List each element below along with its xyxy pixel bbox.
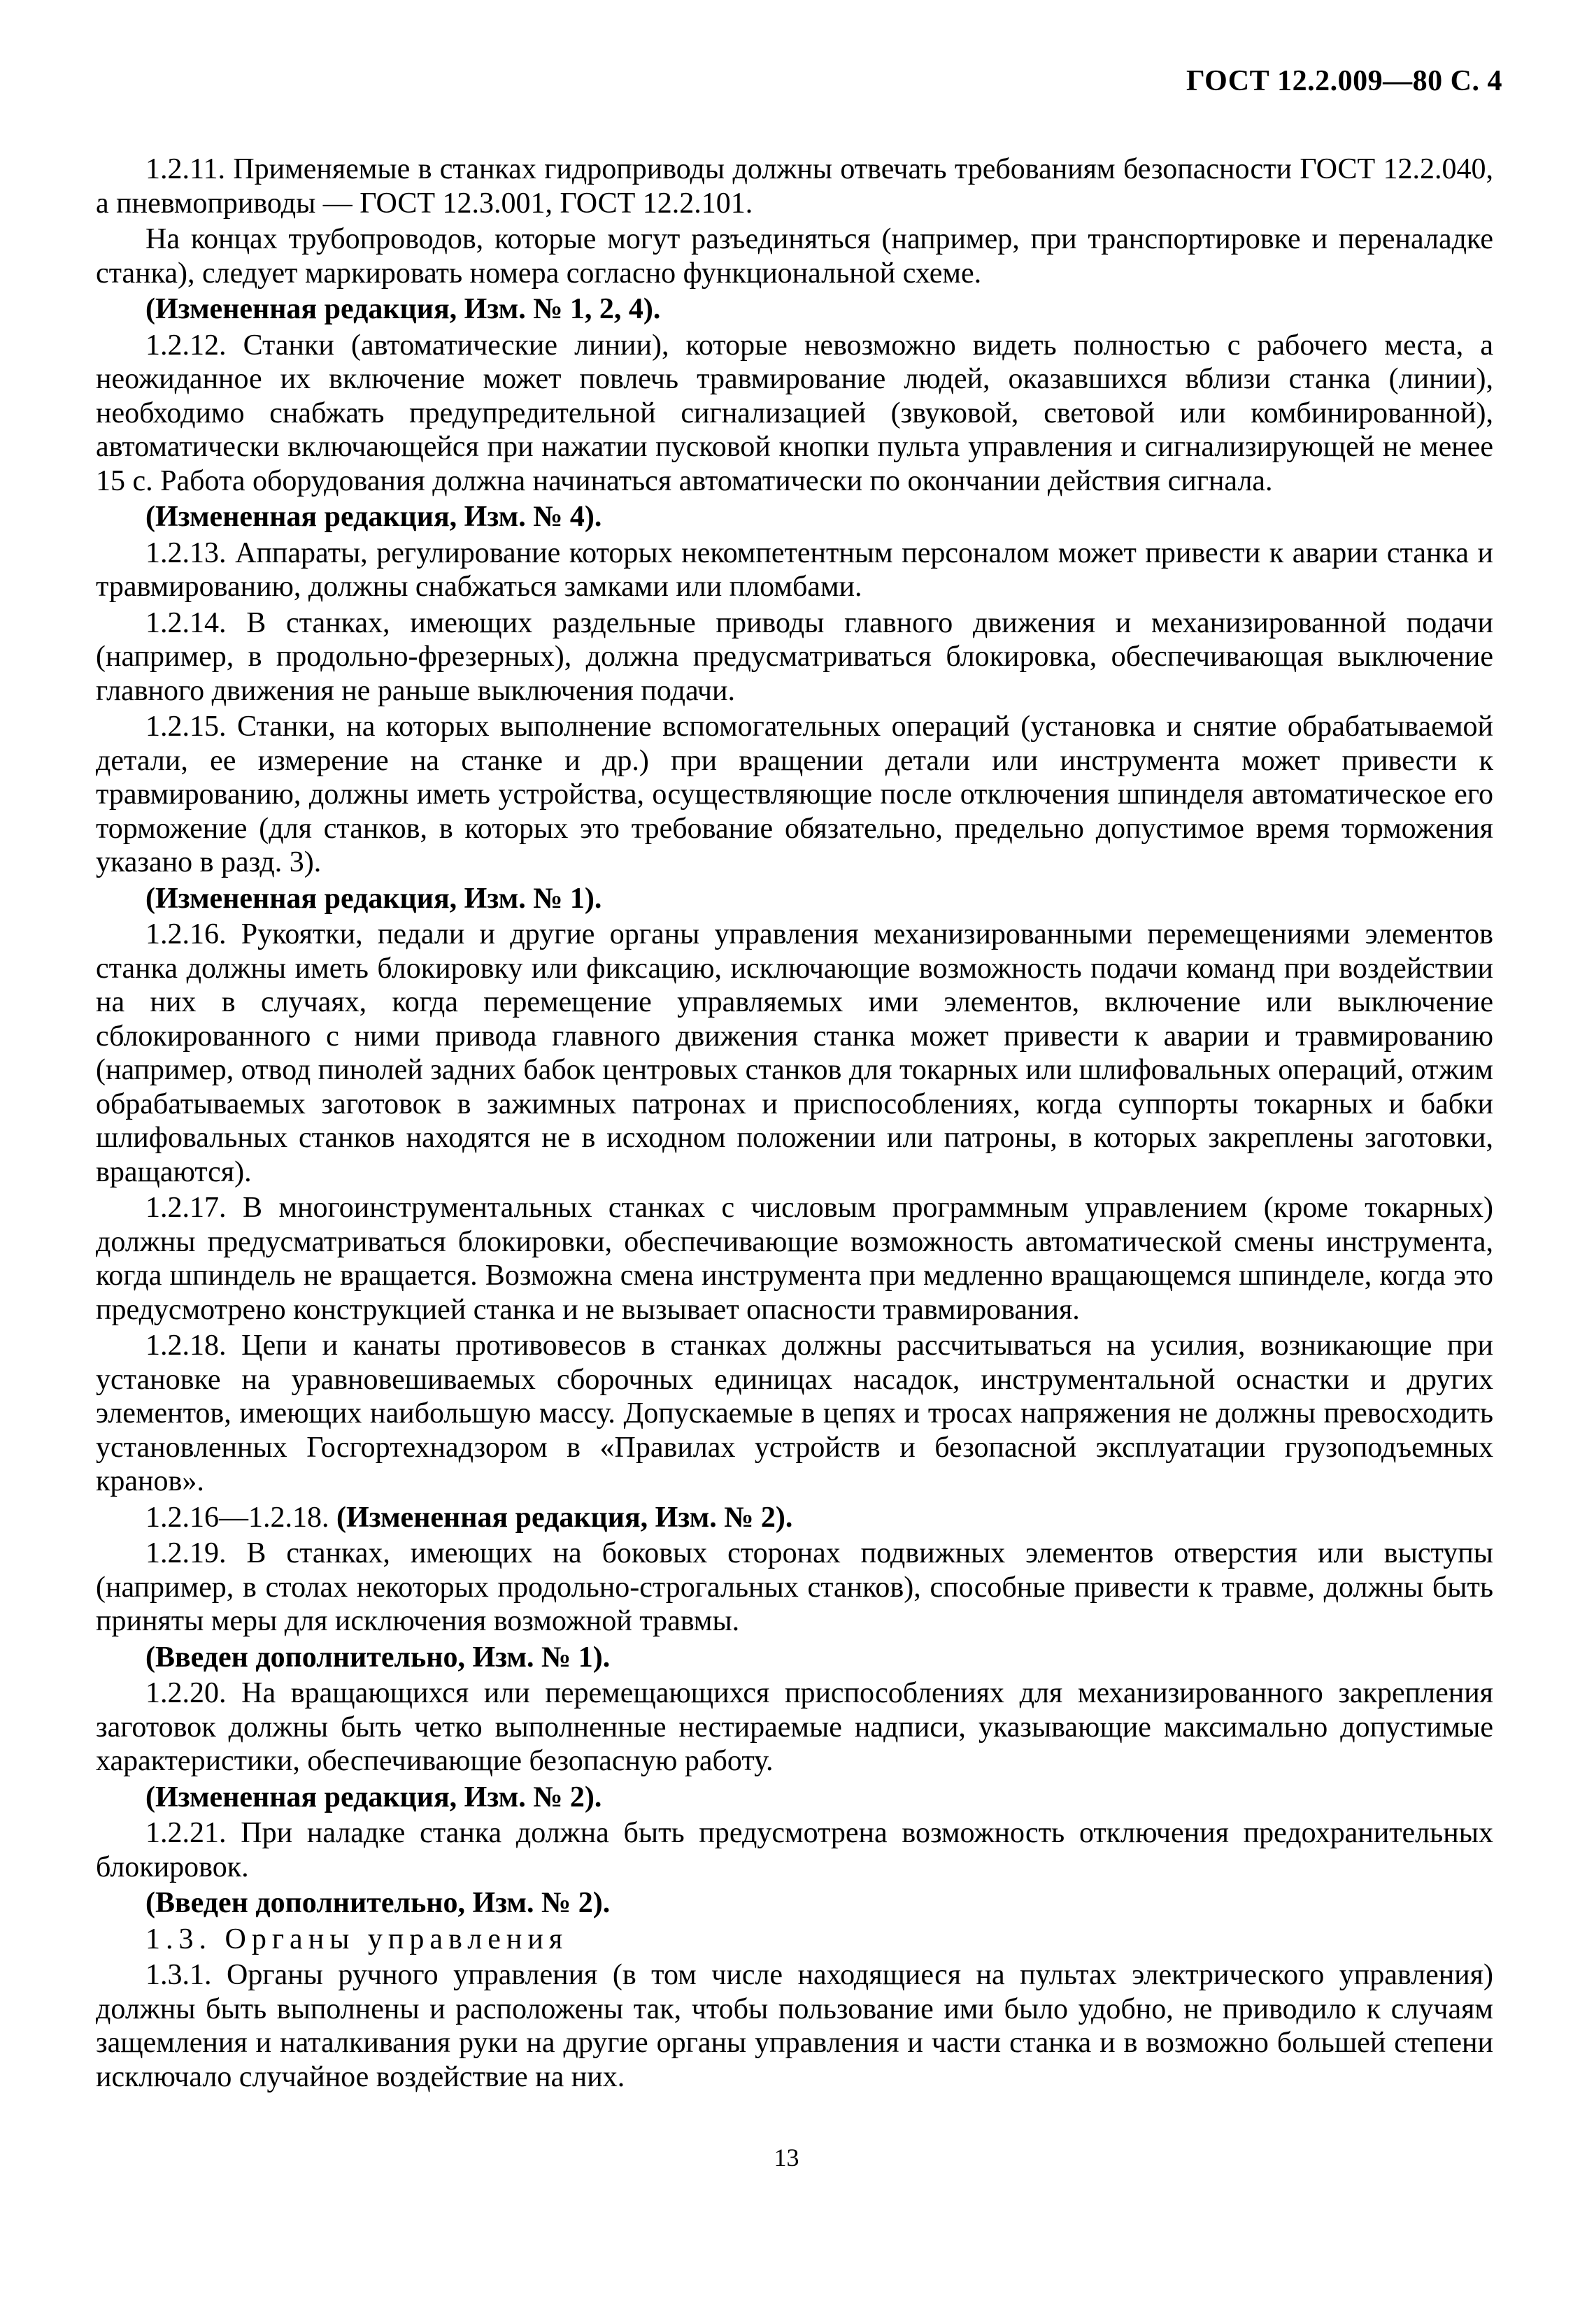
section-heading-1-3: 1.3. Органы управления xyxy=(145,1923,569,1955)
paragraph-1-2-18: 1.2.18. Цепи и канаты противовесов в станках должны рассчитываться на усилия, возникающие при установке на уравновешиваемых сборочных единицах насадок, инструментальной оснастки и других элементов, имеющих наибольшую массу. Допускаемые в цепях и тросах напряжения не должны превосходить установленных Госгортехнадзором в «Правилах устройств и безопасной эксплуатации грузоподъемных кранов». xyxy=(96,1329,1493,1497)
paragraph-1-2-17: 1.2.17. В многоинструментальных станках с числовым программным управлением (кроме токарных) должны предусматриваться блокировки, обеспечивающие возможность автоматической смены инструмента, когда шпиндель не вращается. Возможна смена инструмента при медленно вращающемся шпинделе, когда это предусмотрено конструкцией станка и не вызывает опасности травмирования. xyxy=(96,1192,1493,1326)
amendment-note: (Измененная редакция, Изм. № 4). xyxy=(145,501,602,533)
clause-range: 1.2.16—1.2.18. xyxy=(145,1501,329,1534)
amendment-note: (Введен дополнительно, Изм. № 1). xyxy=(145,1641,611,1674)
paragraph-1-2-21: 1.2.21. При наладке станка должна быть предусмотрена возможность отключения предохранительных блокировок. xyxy=(96,1817,1493,1883)
amendment-note: (Измененная редакция, Изм. № 2). xyxy=(336,1501,793,1534)
amendment-note: (Введен дополнительно, Изм. № 2). xyxy=(145,1887,611,1919)
amendment-note: (Измененная редакция, Изм. № 1, 2, 4). xyxy=(145,293,661,325)
paragraph-1-2-12: 1.2.12. Станки (автоматические линии), которые невозможно видеть полностью с рабочего места, а неожиданное их включение может повлечь травмирование людей, оказавшихся вблизи станка (линии), необходимо снабжать предупредительной сигнализацией (звуковой, световой или комбинированной), автоматически включающейся при нажатии пусковой кнопки пульта управления и сигнализирующей не менее 15 с. Работа оборудования должна начинаться автоматически по окончании действия сигнала. xyxy=(96,329,1493,497)
paragraph-1-2-20: 1.2.20. На вращающихся или перемещающихся приспособлениях для механизированного закрепления заготовок должны быть четко выполненные нестираемые надписи, указывающие максимально допустимые характеристики, обеспечивающие безопасную работу. xyxy=(96,1677,1493,1777)
paragraph-1-2-13: 1.2.13. Аппараты, регулирование которых некомпетентным персоналом может привести к аварии станка и травмированию, должны снабжаться замками или пломбами. xyxy=(96,536,1493,603)
paragraph-1-2-14: 1.2.14. В станках, имеющих раздельные приводы главного движения и механизированной подачи (например, в продольно-фрезерных), должна предусматриваться блокировка, обеспечивающая выключение главного движения не раньше выключения подачи. xyxy=(96,606,1493,707)
amendment-note: (Измененная редакция, Изм. № 1). xyxy=(145,882,602,915)
paragraph-1-2-16: 1.2.16. Рукоятки, педали и другие органы управления механизированными перемещениями элементов станка должны иметь блокировку или фиксацию, исключающие возможность подачи команд при воздействии на них в случаях, когда перемещение управляемых ими элементов, включение или выключение сблокированного с ними привода главного движения станка может привести к аварии и травмированию (например, отвод пинолей задних бабок центровых станков для токарных или шлифовальных операций, отжим обрабатываемых заготовок в зажимных патронах и приспособлениях, когда суппорты токарных и бабки шлифовальных станков находятся не в исходном положении или патроны, в которых закреплены заготовки, вращаются). xyxy=(96,918,1493,1188)
page-header: ГОСТ 12.2.009—80 С. 4 xyxy=(1186,65,1502,97)
amendment-range-line xyxy=(96,1501,1493,1535)
document-body xyxy=(96,152,1493,2096)
amendment-note: (Измененная редакция, Изм. № 2). xyxy=(145,1781,602,1813)
paragraph-1-2-11: 1.2.11. Применяемые в станках гидроприводы должны отвечать требованиям безопасности ГОСТ 12.2.040, а пневмоприводы — ГОСТ 12.3.001, ГОСТ 12.2.101. xyxy=(96,153,1493,220)
page-number: 13 xyxy=(774,2144,799,2172)
paragraph-1-2-15: 1.2.15. Станки, на которых выполнение вспомогательных операций (установка и снятие обрабатываемой детали, ее измерение на станке и др.) при вращении детали или инструмента может привести к травмированию, должны иметь устройства, осуществляющие после отключения шпинделя автоматическое его торможение (для станков, в которых это требование обязательно, предельно допустимое время торможения указано в разд. 3). xyxy=(96,711,1493,878)
paragraph-1-3-1: 1.3.1. Органы ручного управления (в том числе находящиеся на пультах электрического управления) должны быть выполнены и расположены так, чтобы пользование ими было удобно, не приводило к случаям защемления и наталкивания руки на другие органы управления и части станка и в возможно большей степени исключало случайное воздействие на них. xyxy=(96,1959,1493,2093)
paragraph-pipeline-marking: На концах трубопроводов, которые могут разъединяться (например, при транспортировке и переналадке станка), следует маркировать номера согласно функциональной схеме. xyxy=(96,223,1493,290)
paragraph-1-2-19: 1.2.19. В станках, имеющих на боковых сторонах подвижных элементов отверстия или выступы (например, в столах некоторых продольно-строгальных станков), способные привести к травме, должны быть приняты меры для исключения возможной травмы. xyxy=(96,1537,1493,1637)
